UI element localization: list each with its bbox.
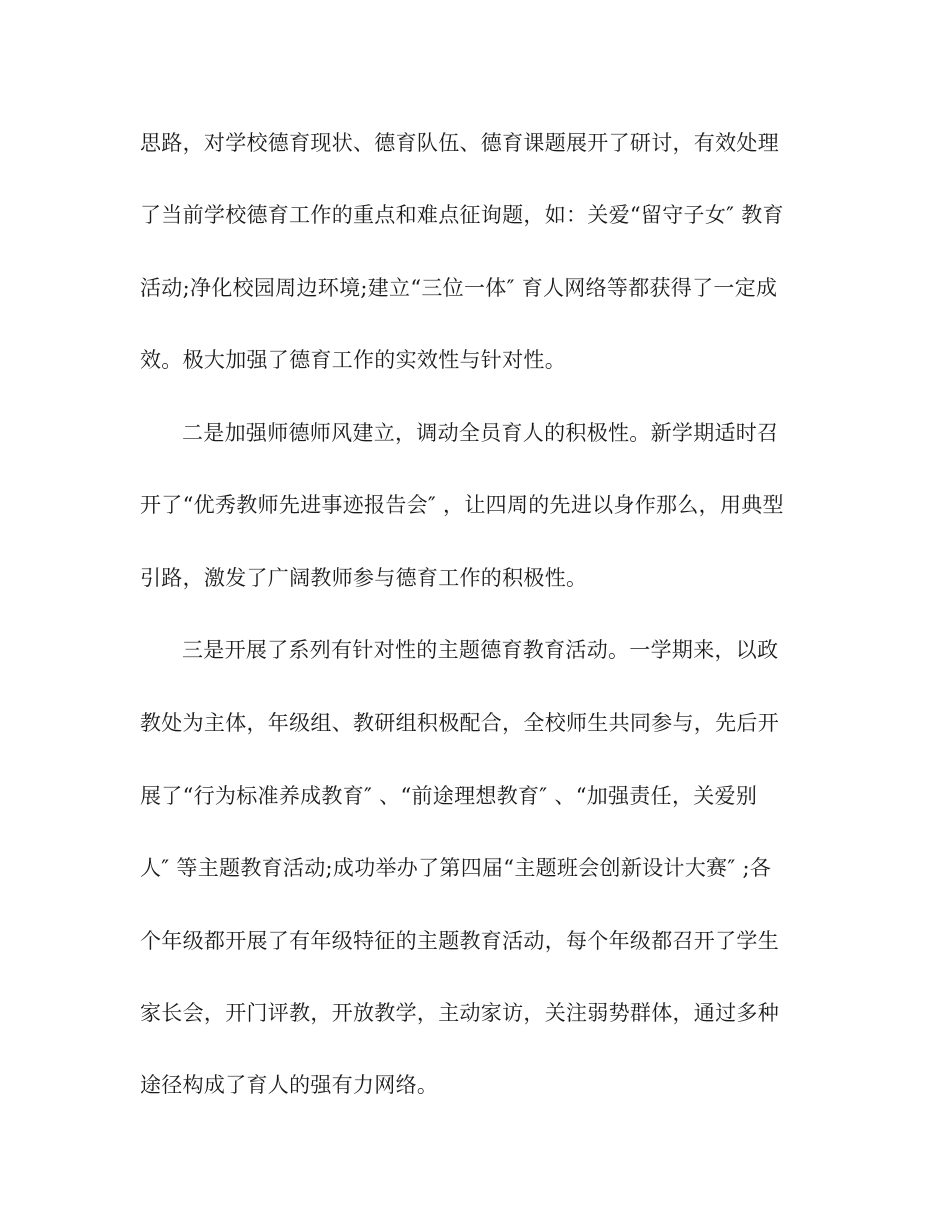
text-line: 二是加强师德师风建立，调动全员育人的积极性。新学期适时召: [182, 421, 779, 445]
text-line: 家长会，开门评教，开放教学，主动家访，关注弱势群体，通过多种: [140, 1001, 779, 1025]
text-line: 展了“行为标准养成教育″ 、“前途理想教育″ 、“加强责任，关爱别: [140, 784, 758, 808]
text-line: 三是开展了系列有针对性的主题德育教育活动。一学期来，以政: [182, 638, 779, 662]
text-line: 思路，对学校德育现状、德育队伍、德育课题展开了研讨，有效处理: [140, 131, 779, 155]
text-line: 个年级都开展了有年级特征的主题教育活动，每个年级都召开了学生: [140, 929, 779, 953]
text-line: 活动;净化校园周边环境;建立“三位一体″ 育人网络等都获得了一定成: [140, 276, 778, 300]
text-line: 人″ 等主题教育活动;成功举办了第四届“主题班会创新设计大赛″ ;各: [140, 856, 772, 880]
text-line: 教处为主体，年级组、教研组积极配合，全校师生共同参与，先后开: [140, 711, 779, 735]
text-line: 引路，激发了广阔教师参与德育工作的积极性。: [140, 566, 588, 590]
text-line: 效。极大加强了德育工作的实效性与针对性。: [140, 348, 566, 372]
text-line: 开了“优秀教师先进事迹报告会″ ，让四周的先进以身作那么，用典型: [140, 493, 784, 517]
text-line: 途径构成了育人的强有力网络。: [140, 1073, 439, 1097]
text-line: 了当前学校德育工作的重点和难点征询题，如：关爱“留守子女″ 教育: [140, 203, 784, 227]
